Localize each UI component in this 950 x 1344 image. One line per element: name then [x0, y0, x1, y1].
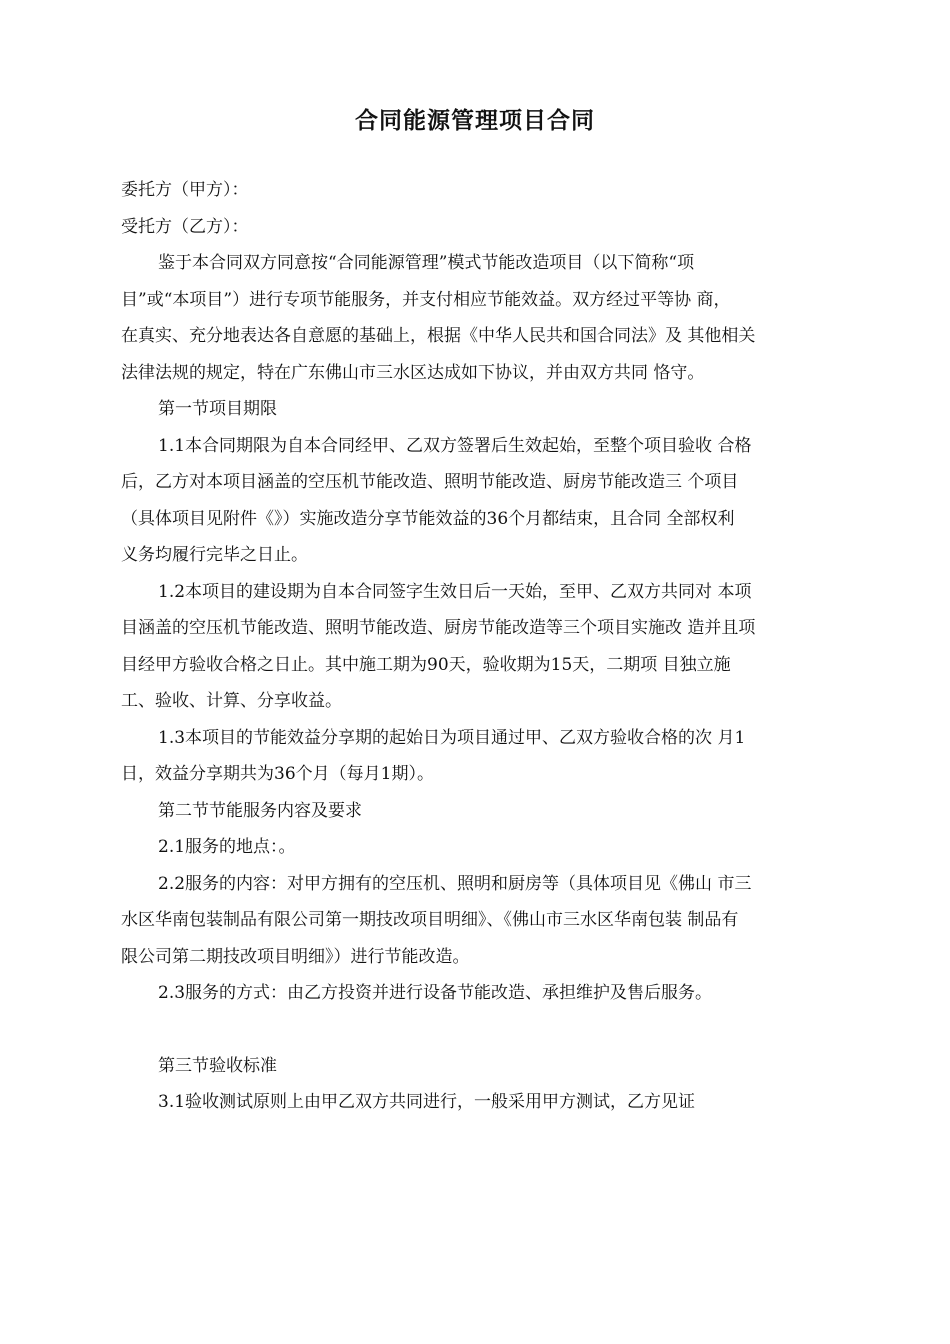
clause-line: （具体项目见附件《》）实施改造分享节能效益的36个月都结束，且合同 全部权利 [121, 508, 735, 529]
clause-line: 日，效益分享期共为36个月（每月1期）。 [121, 764, 434, 784]
party-b-line: 受托方（乙方）： [121, 216, 249, 237]
clause-3-1: 3.1验收测试原则上由甲乙双方共同进行，一般采用甲方测试，乙方见证 [158, 1092, 696, 1112]
clause-1-1 [121, 428, 841, 574]
clause-1-2 [121, 574, 841, 720]
clause-line: 工、验收、计算、分享收益。 [121, 691, 342, 711]
preamble-paragraph [121, 245, 841, 391]
clause-2-3: 2.3服务的方式：由乙方投资并进行设备节能改造、承担维护及售后服务。 [158, 983, 713, 1003]
section-2-heading: 第二节节能服务内容及要求 [158, 800, 362, 821]
preamble-line: 法律法规的规定，特在广东佛山市三水区达成如下协议，并由双方共同 恪守。 [121, 362, 705, 383]
party-a-line: 委托方（甲方）： [121, 180, 249, 200]
section-spacer [121, 1012, 841, 1048]
preamble-line: 鉴于本合同双方同意按“合同能源管理”模式节能改造项目（以下简称“项 [158, 253, 695, 273]
document-body [121, 172, 841, 1121]
clause-2-1: 2.1服务的地点：。 [158, 837, 296, 857]
clause-1-3 [121, 720, 841, 793]
clause-line: 目涵盖的空压机节能改造、照明节能改造、厨房节能改造等三个项目实施改 造并且项 [121, 618, 756, 638]
clause-line: 义务均履行完毕之日止。 [121, 545, 308, 565]
preamble-line: 在真实、充分地表达各自意愿的基础上，根据《中华人民共和国合同法》及 其他相关 [121, 326, 756, 346]
section-1-heading: 第一节项目期限 [158, 399, 277, 419]
clause-line: 水区华南包装制品有限公司第一期技改项目明细》、《佛山市三水区华南包装 制品有 [121, 910, 739, 930]
document-title: 合同能源管理项目合同 [355, 108, 595, 134]
preamble-line: 目”或“本项目”）进行专项节能服务，并支付相应节能效益。双方经过平等协 商， [121, 289, 731, 310]
clause-line: 1.3本项目的节能效益分享期的起始日为项目通过甲、乙双方验收合格的次 月1 [158, 727, 746, 748]
clause-line: 1.1本合同期限为自本合同经甲、乙双方签署后生效起始，至整个项目验收 合格 [158, 435, 752, 456]
clause-line: 1.2本项目的建设期为自本合同签字生效日后一天始，至甲、乙双方共同对 本项 [158, 581, 752, 602]
clause-line: 限公司第二期技改项目明细》）进行节能改造。 [121, 946, 470, 967]
section-3-heading: 第三节验收标准 [158, 1055, 277, 1076]
clause-line: 目经甲方验收合格之日止。其中施工期为90天，验收期为15天，二期项 目独立施 [121, 654, 731, 675]
clause-line: 后，乙方对本项目涵盖的空压机节能改造、照明节能改造、厨房节能改造三 个项目 [121, 472, 739, 492]
clause-2-2 [121, 866, 841, 976]
clause-line: 2.2服务的内容：对甲方拥有的空压机、照明和厨房等（具体项目见《佛山 市三 [158, 873, 752, 894]
